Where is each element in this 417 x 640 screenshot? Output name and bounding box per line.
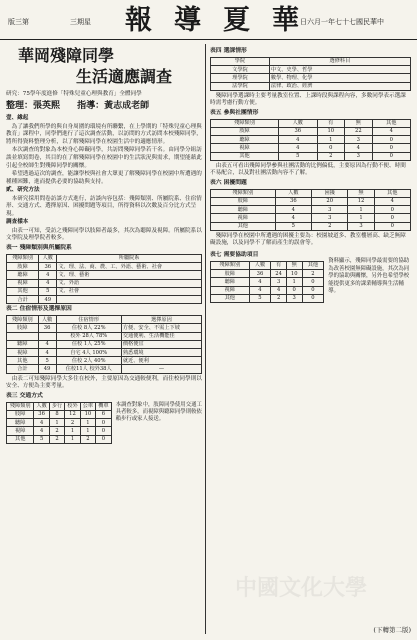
article-title-2: 生活適應調查 bbox=[76, 66, 173, 86]
advisor: 指導：黃志成老師 bbox=[77, 101, 150, 112]
article-title-1: 華岡殘障同學 bbox=[18, 46, 115, 65]
left-column bbox=[6, 46, 202, 636]
table-row: 肢障 36 住校 8人 22% 方便、安全、不需上下坡 bbox=[7, 324, 202, 332]
method-paragraph: 本研究採用問卷訪談方式進行，訪談內容包括：殘障類別、所屬院系、住宿情形、交通方式、選擇原因、困擾問題等項目，所得資料以次數及百分比方式呈現。 bbox=[6, 195, 202, 217]
table-row: 聽障 4 1 3 0 bbox=[211, 136, 411, 144]
table-row: 理學院 數學、物理、化學 bbox=[211, 74, 411, 82]
table-row: 合計 49 bbox=[7, 296, 202, 304]
table4-caption: 表四 選課情形 bbox=[210, 48, 247, 54]
table-row: 其他 5 住校 2人 40% 就近、便利 bbox=[7, 357, 202, 365]
edition-label: 三期星 bbox=[70, 18, 91, 26]
table-row: 肢障 36 8 12 10 6 bbox=[7, 410, 112, 418]
table-row: 視障 4 文、外語 bbox=[7, 279, 202, 287]
section-heading-3: 調查樣本 bbox=[6, 219, 29, 226]
table7-caption: 表七 需要協助項目 bbox=[210, 252, 259, 258]
column-divider bbox=[205, 44, 206, 634]
table-row: 其他 5 2 3 0 bbox=[211, 152, 411, 160]
table-2: 殘障類別 人數 住宿情形 選擇原因 肢障 36 住校 8人 22% 方便、安全、不需上下坡 校外 28人 78% 交通便利、生活機能佳 聽障 4 住校 1人 25% 價格便宜 視障 4 自宅 4人 100% 熟悉環境 其他 5 住校 2人 40% 就近、便利 合計 49 住校11人 校外38人 — bbox=[6, 315, 202, 374]
table-row: 聽障 4 3 1 0 bbox=[211, 278, 324, 286]
table7-text: 資料顯示，殘障同學最需要的協助為改善校園無障礙設施，其次為同學的協助與關懷，另外也希望學校能提供更多的課業輔導與生活輔導。 bbox=[328, 258, 410, 295]
table-row: 校外 28人 78% 交通便利、生活機能佳 bbox=[7, 332, 202, 340]
table-4 bbox=[210, 57, 411, 91]
table-3: 殘障類別 人數 步行 校外 公車 機車 肢障 36 8 12 10 6 聽障 4 1 2 1 0 視障 4 2 1 1 0 其他 5 2 1 2 0 bbox=[6, 402, 112, 444]
table-row: 視障 4 4 0 0 bbox=[211, 286, 324, 294]
table-row: 聽障 4 1 2 1 0 bbox=[7, 419, 112, 427]
table-row: 法學院 法律、政治、經濟 bbox=[211, 82, 411, 90]
table4-note: 殘障同學選課時主要考量教室位置、上課時段與課程內容，多數同學表示選課時需考慮行動方便。 bbox=[210, 92, 406, 107]
table-row: 視障 4 自宅 4人 100% 熟悉環境 bbox=[7, 349, 202, 357]
table3-caption: 表三 交通方式 bbox=[6, 392, 43, 399]
table-row: 肢障 36 10 22 4 bbox=[211, 127, 411, 135]
table-row: 肢障 36 24 10 2 bbox=[211, 270, 324, 278]
table-row: 肢障 36 20 12 4 bbox=[211, 197, 411, 205]
result-paragraph: 由表一可知，受訪之殘障同學以肢障者最多，其次為聽障及視障。所屬院系以文學院及理學院者較多。 bbox=[6, 227, 202, 242]
table-row: 其他 5 2 3 0 bbox=[211, 222, 411, 230]
table-row: 其他 5 2 1 2 0 bbox=[7, 435, 112, 443]
publish-date: 日六月一年七十七國民華中 bbox=[300, 18, 384, 26]
table6-text: 殘障同學在校園中所遭遇的困擾主要為：校園坡道多、教室樓層高、缺乏無障礙設施，以及同學不了解而產生的誤會等。 bbox=[210, 232, 406, 247]
intro-paragraph-3: 希望透過這次的調查，能讓學校與社會大眾更了解殘障同學在校園中所遭遇的種種困難，進而提供必要的協助與支持。 bbox=[6, 171, 202, 185]
table2-caption: 表二 住宿情形及選擇原因 bbox=[6, 306, 72, 313]
table-row: 視障 4 0 4 0 bbox=[211, 144, 411, 152]
study-info: 研究：75學年度進修「特殊兒童心理與教育」全體同學 bbox=[6, 90, 142, 97]
table-row: 其他 5 2 3 0 bbox=[211, 294, 324, 302]
table-5: 殘障類別 人數 有 無 其他 肢障 36 10 22 4 聽障 4 1 3 0 視障 4 0 4 0 其他 5 2 3 0 bbox=[210, 119, 411, 161]
masthead bbox=[0, 0, 417, 40]
table-row: 聽障 4 3 1 0 bbox=[211, 206, 411, 214]
table-7: 殘障類別 人數 有 無 其他 肢障 36 24 10 2 聽障 4 3 1 0 視障 4 4 0 0 其他 5 2 3 0 bbox=[210, 261, 324, 303]
page-label: 版三第 bbox=[8, 18, 29, 26]
table-1: 殘障類別 人數 所屬院系 肢障 36 文、理、法、商、農、工、外語、藝術、社會 聽障 4 文、理、藝術 視障 4 文、外語 其他 5 文、社會 合計 49 bbox=[6, 254, 202, 304]
table-row: 視障 4 3 1 0 bbox=[211, 214, 411, 222]
continued-note: (下轉第二版) bbox=[373, 625, 411, 634]
table-6: 殘障類別 人數 困擾 無 其他 肢障 36 20 12 4 聽障 4 3 1 0 視障 4 3 1 0 其他 5 2 3 0 bbox=[210, 189, 411, 231]
section-heading-1: 壹、緣起 bbox=[6, 115, 29, 122]
table1-caption: 表一 殘障類別與所屬院系 bbox=[6, 245, 72, 252]
section-heading-2: 貳、研究方法 bbox=[6, 187, 40, 194]
table-row: 合計 49 住校11人 校外38人 — bbox=[7, 365, 202, 373]
table-row: 肢障 36 文、理、法、商、農、工、外語、藝術、社會 bbox=[7, 263, 202, 271]
table5-caption: 表五 參與社團情形 bbox=[210, 109, 259, 116]
intro-paragraph-2: 本次調查的對象為本校身心障礙同學，共訪問殘障同學若干名。由同學分組訪談並填寫問卷，其目的在了解殘障同學在校園中的生活狀況與需求，期望能藉此引起全校師生對殘障同學的關懷。 bbox=[6, 147, 202, 169]
table-row: 聽障 4 文、理、藝術 bbox=[7, 271, 202, 279]
table6-caption: 表六 困擾問題 bbox=[210, 179, 247, 186]
table3-note: 本調查對象中，肢障同學使用交通工具者較多，而視障與聽障同學則較依賴步行或家人接送。 bbox=[115, 401, 202, 423]
table-row: 其他 5 文、社會 bbox=[7, 287, 202, 295]
newspaper-title: 報導夏華 bbox=[125, 5, 321, 36]
author: 整理：張英熙 bbox=[6, 101, 61, 112]
table-row: 文學院 中文、史學、哲學 bbox=[211, 66, 411, 74]
right-column bbox=[210, 46, 411, 626]
table-row: 聽障 4 住校 1人 25% 價格便宜 bbox=[7, 340, 202, 348]
table5-text: 由表五可看出殘障同學參與社團活動的比例偏低，主要原因為行動不便、時間不易配合，以及對社團活動內容不了解。 bbox=[210, 162, 406, 177]
table-row: 視障 4 2 1 1 0 bbox=[7, 427, 112, 435]
intro-paragraph-1: 為了讓我們所學的與自身周圍的環境有所聯繫，在上學期的「特殊兒童心理與教育」課程中，同學們進行了這次調查活動，以訪問的方式訪問本校殘障同學，將所得資料整理分析，以了解殘障同學在校園生活中的適應情形。 bbox=[6, 123, 202, 145]
watermark: 中國文化大學 bbox=[235, 575, 368, 601]
table-row: 學院 選修科目 bbox=[211, 57, 411, 65]
table2-note: 由表二可知殘障同學大多住在校外，主要原因為交通較便利，而住校同學則以安全、方便為主要考量。 bbox=[6, 375, 202, 390]
